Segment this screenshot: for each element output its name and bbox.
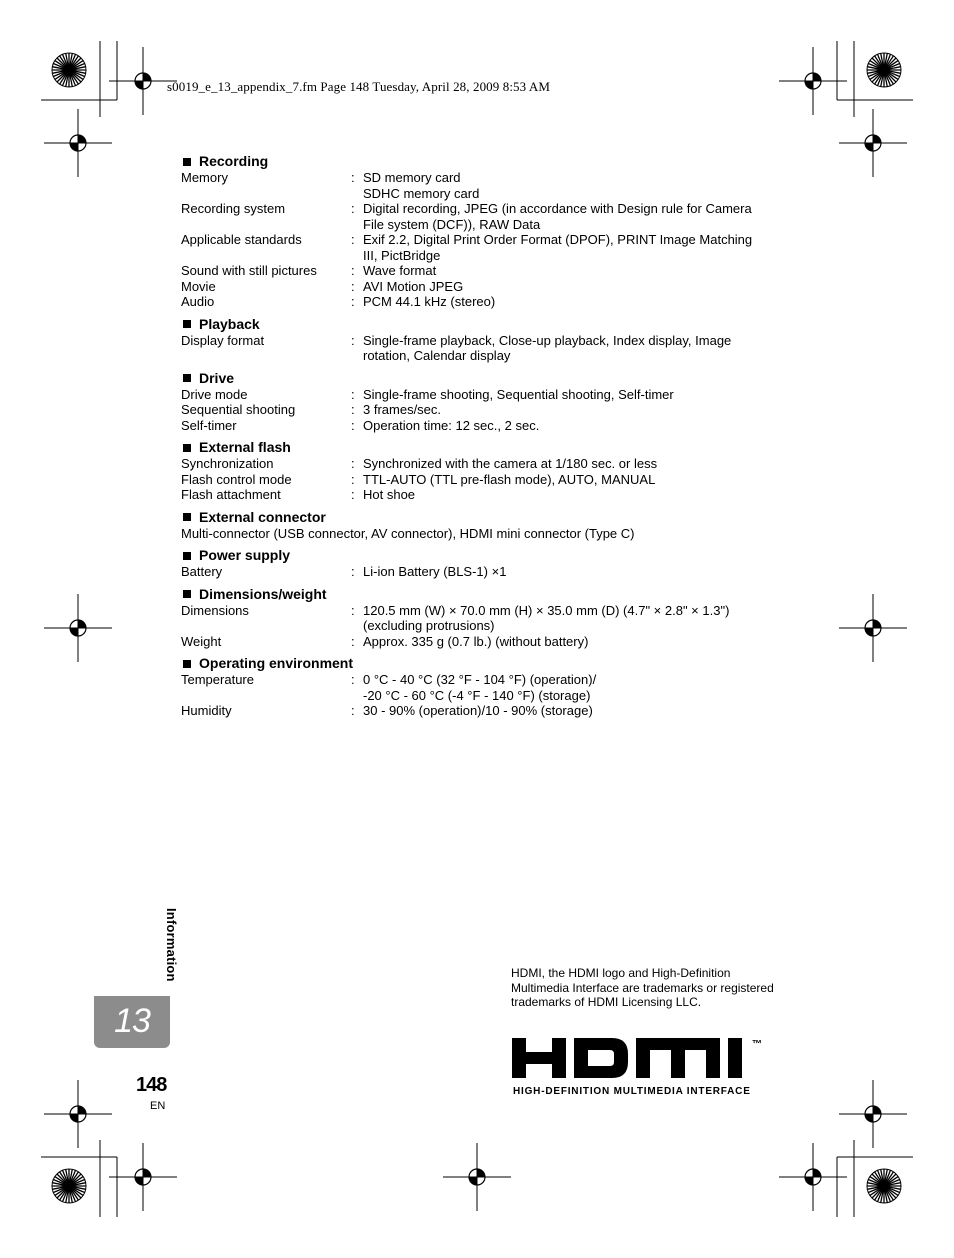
spec-value — [363, 294, 781, 310]
spec-label: Display format — [181, 332, 265, 348]
section-title — [181, 439, 781, 456]
spec-value-line: Wave format — [363, 263, 437, 278]
spec-label: Applicable standards — [181, 232, 302, 247]
spec-label: Flash attachment — [181, 487, 281, 502]
spec-label: Recording system — [181, 201, 286, 216]
spec-row — [181, 333, 781, 364]
spec-value-line: AVI Motion JPEG — [363, 278, 464, 294]
spec-value — [363, 263, 781, 279]
trademark-symbol: ™ — [752, 1039, 762, 1050]
colon-separator: : — [351, 170, 355, 185]
spec-section — [181, 586, 781, 650]
spec-value-line: 0 °C - 40 °C (32 °F - 104 °F) (operation)/ — [363, 672, 597, 687]
colon-separator: : — [351, 672, 355, 687]
spec-section — [181, 316, 781, 364]
spec-value-line: Single-frame playback, Close-up playback, Index display, Image — [363, 332, 732, 348]
spec-value-line: 30 - 90% (operation)/10 - 90% (storage) — [363, 703, 593, 718]
spec-value — [363, 201, 781, 232]
spec-label: Movie — [181, 278, 216, 294]
spec-row — [181, 472, 781, 488]
spec-row — [181, 201, 781, 232]
colon-separator: : — [351, 417, 355, 433]
spec-value — [363, 564, 781, 580]
spec-value — [363, 703, 781, 719]
spec-section — [181, 370, 781, 434]
spec-value — [363, 279, 781, 295]
spec-row — [181, 387, 781, 403]
spec-value-line: -20 °C - 60 °C (-4 °F - 140 °F) (storage) — [363, 687, 591, 703]
spec-label: Synchronization — [181, 456, 274, 471]
section-title-text: Drive — [199, 369, 235, 386]
spec-value-line: File system (DCF)), RAW Data — [363, 216, 541, 232]
spec-row — [181, 170, 781, 201]
spec-label: Flash control mode — [181, 471, 292, 487]
spec-row — [181, 603, 781, 634]
spec-value-line: Operation time: 12 sec., 2 sec. — [363, 417, 540, 433]
section-title — [181, 370, 781, 387]
spec-label: Battery — [181, 564, 223, 579]
spec-value-line: SDHC memory card — [363, 185, 480, 201]
section-title — [181, 509, 781, 526]
spec-row — [181, 294, 781, 310]
colon-separator: : — [351, 263, 355, 278]
spec-label: Drive mode — [181, 386, 248, 402]
spec-row — [181, 418, 781, 434]
hdmi-logo-subtitle: HIGH-DEFINITION MULTIMEDIA INTERFACE — [513, 1086, 751, 1097]
colon-separator: : — [351, 703, 355, 718]
spec-label: Dimensions — [181, 602, 249, 618]
spec-label: Temperature — [181, 672, 254, 687]
colon-separator: : — [351, 201, 355, 216]
spec-row — [181, 634, 781, 650]
colon-separator: : — [351, 487, 355, 502]
spec-label: Memory — [181, 170, 228, 185]
bullet-square-icon — [183, 590, 191, 598]
spec-value-line: TTL-AUTO (TTL pre-flash mode), AUTO, MANUAL — [363, 471, 656, 487]
spec-value-line: rotation, Calendar display — [363, 348, 511, 363]
colon-separator: : — [351, 332, 355, 348]
section-title-text: Power supply — [199, 547, 291, 563]
spec-section — [181, 655, 781, 719]
colon-separator: : — [351, 402, 355, 417]
spec-label: Humidity — [181, 703, 232, 718]
section-title-text: Dimensions/weight — [199, 585, 327, 602]
spec-value — [363, 232, 781, 263]
bullet-square-icon — [183, 158, 191, 166]
spec-row — [181, 279, 781, 295]
colon-separator: : — [351, 232, 355, 247]
spec-value — [363, 472, 781, 488]
colon-separator: : — [351, 456, 355, 471]
colon-separator: : — [351, 633, 355, 649]
bullet-square-icon — [183, 552, 191, 560]
specification-list — [181, 153, 781, 725]
spec-row — [181, 672, 781, 703]
spec-value-line: Approx. 335 g (0.7 lb.) (without battery) — [363, 633, 589, 649]
section-title-text: External flash — [199, 439, 291, 455]
spec-value-line: 120.5 mm (W) × 70.0 mm (H) × 35.0 mm (D) (4.7" × 2.8" × 1.3") — [363, 602, 730, 618]
section-title — [181, 655, 781, 672]
spec-value — [363, 487, 781, 503]
spec-value-line: Digital recording, JPEG (in accordance with Design rule for Camera — [363, 201, 752, 216]
spec-value-line: (excluding protrusions) — [363, 618, 495, 633]
spec-value-line: Exif 2.2, Digital Print Order Format (DPOF), PRINT Image Matching — [363, 232, 753, 247]
spec-value — [363, 418, 781, 434]
section-text: Multi-connector (USB connector, AV connector), HDMI mini connector (Type C) — [181, 525, 635, 541]
section-title-text: Playback — [199, 315, 260, 332]
spec-row — [181, 263, 781, 279]
spec-value — [363, 634, 781, 650]
spec-value-line: Synchronized with the camera at 1/180 sec. or less — [363, 456, 658, 471]
spec-row — [181, 487, 781, 503]
spec-label: Sound with still pictures — [181, 263, 317, 278]
spec-value — [363, 402, 781, 418]
spec-row — [181, 456, 781, 472]
spec-section — [181, 439, 781, 503]
language-code: EN — [150, 1100, 166, 1112]
chapter-number: 13 — [114, 1002, 150, 1040]
spec-row — [181, 232, 781, 263]
page-number: 148 — [136, 1074, 167, 1096]
spec-value — [363, 170, 781, 201]
colon-separator: : — [351, 564, 355, 579]
spec-value — [363, 456, 781, 472]
section-title-text: Operating environment — [199, 655, 354, 671]
colon-separator: : — [351, 278, 355, 294]
spec-label: Audio — [181, 294, 215, 309]
spec-section — [181, 547, 781, 580]
spec-label: Weight — [181, 633, 222, 649]
section-title-text: External connector — [199, 508, 326, 525]
section-title — [181, 547, 781, 564]
spec-row — [181, 402, 781, 418]
spec-value-line: Li-ion Battery (BLS-1) ×1 — [363, 564, 507, 579]
colon-separator: : — [351, 471, 355, 487]
spec-label: Self-timer — [181, 417, 237, 433]
section-title — [181, 316, 781, 333]
spec-value — [363, 387, 781, 403]
spec-value — [363, 672, 781, 703]
spec-value-line: PCM 44.1 kHz (stereo) — [363, 294, 496, 309]
spec-row — [181, 564, 781, 580]
colon-separator: : — [351, 386, 355, 402]
section-title-text: Recording — [199, 153, 269, 169]
spec-value-line: 3 frames/sec. — [363, 402, 442, 417]
bullet-square-icon — [183, 374, 191, 382]
bullet-square-icon — [183, 444, 191, 452]
spec-label: Sequential shooting — [181, 402, 296, 417]
section-title — [181, 586, 781, 603]
spec-value-line: Hot shoe — [363, 487, 416, 502]
spec-row — [181, 703, 781, 719]
colon-separator: : — [351, 602, 355, 618]
file-header: s0019_e_13_appendix_7.fm Page 148 Tuesday, April 28, 2009 8:53 AM — [167, 79, 551, 94]
spec-value — [363, 603, 781, 634]
bullet-square-icon — [183, 513, 191, 521]
side-label: Information — [164, 908, 179, 982]
spec-section — [181, 509, 781, 542]
hdmi-logo — [512, 1036, 768, 1082]
chapter-tab — [94, 996, 170, 1048]
bullet-square-icon — [183, 320, 191, 328]
spec-value — [363, 333, 781, 364]
section-title — [181, 153, 781, 170]
spec-value-line: III, PictBridge — [363, 247, 441, 263]
spec-value-line: Single-frame shooting, Sequential shooting, Self-timer — [363, 386, 674, 402]
spec-value-line: SD memory card — [363, 170, 461, 185]
colon-separator: : — [351, 294, 355, 309]
spec-section — [181, 153, 781, 310]
bullet-square-icon — [183, 660, 191, 668]
hdmi-trademark-note: HDMI, the HDMI logo and High-Definition Multimedia Interface are trademarks or registered trademarks of HDMI Licensing LLC. — [511, 966, 774, 1009]
